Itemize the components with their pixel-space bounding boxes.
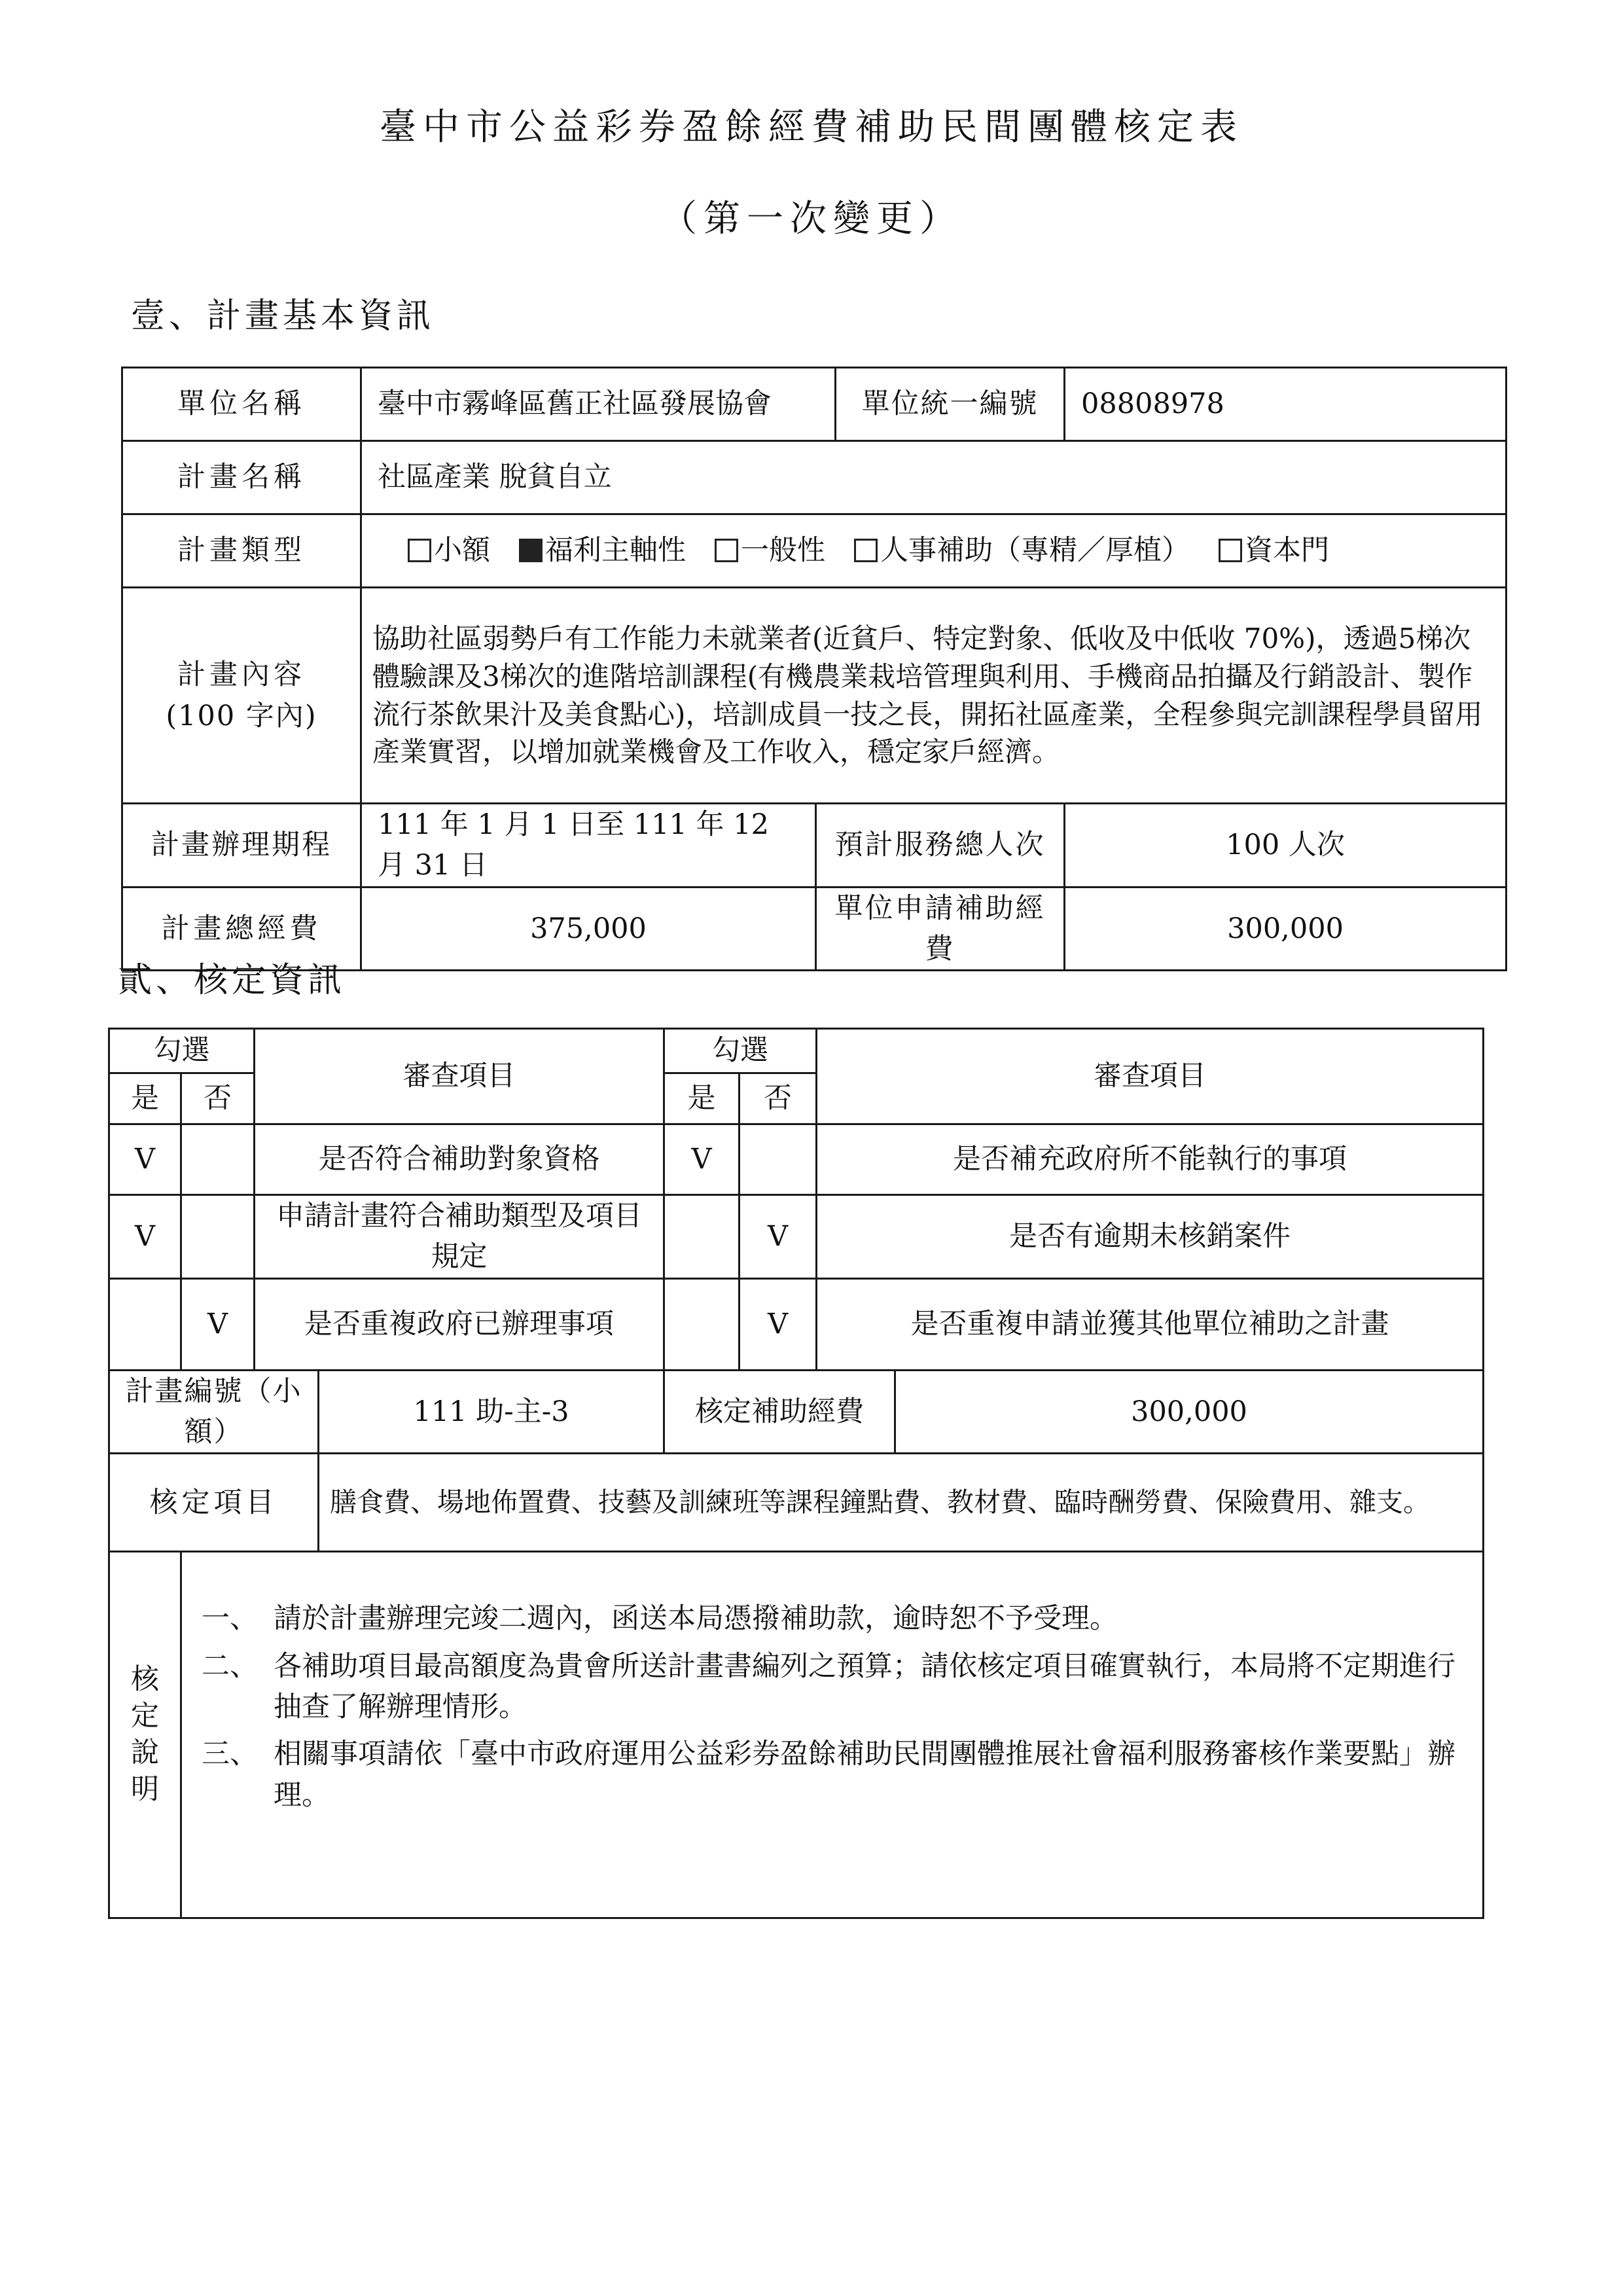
check-header-right: 勾選 [664, 1029, 817, 1073]
review-item-header-left: 審查項目 [255, 1029, 664, 1124]
approval-notes [181, 1552, 1484, 1918]
plan-period-label: 計畫辦理期程 [122, 804, 361, 888]
approval-info-table [108, 1028, 1484, 1919]
service-count-value: 100 人次 [1065, 804, 1507, 888]
plan-period-value: 111 年 1 月 1 日至 111 年 12 月 31 日 [361, 804, 816, 888]
review-mark-no: V [740, 1278, 817, 1370]
approved-items-value: 膳食費、場地佈置費、技藝及訓練班等課程鐘點費、教材費、臨時酬勞費、保險費用、雜支。 [319, 1454, 1484, 1552]
section-2-heading: 貳、核定資訊 [118, 961, 346, 1000]
review-mark-yes [109, 1278, 181, 1370]
review-item-header-right: 審查項目 [817, 1029, 1484, 1124]
review-mark-yes: V [664, 1124, 740, 1195]
plan-content-value: 協助社區弱勢戶有工作能力未就業者(近貧戶、特定對象、低收及中低收 70%)，透過5梯次體驗課及3梯次的進階培訓課程(有機農業栽培管理與利用、手機商品拍攝及行銷設計、製作流行茶飲果汁及美食點心)，培訓成員一技之長，開拓社區產業，全程參與完訓課程學員留用產業實習，以增加就業機會及工作收入，穩定家戶經濟。 [361, 588, 1507, 804]
approved-items-label: 核定項目 [109, 1454, 319, 1552]
plan-type-option-small[interactable]: 小額 [408, 534, 490, 567]
review-item: 是否重複申請並獲其他單位補助之計畫 [817, 1278, 1484, 1370]
plan-content-label: 計畫內容 (100 字內) [122, 588, 361, 804]
note-item: 二、 各補助項目最高額度為貴會所送計畫書編列之預算；請依核定項目確實執行，本局將不定期進行抽查了解辦理情形。 [202, 1649, 1455, 1724]
section-1-heading: 壹、計畫基本資訊 [131, 296, 435, 336]
review-item: 申請計畫符合補助類型及項目規定 [255, 1195, 664, 1279]
approved-subsidy-value: 300,000 [895, 1370, 1484, 1454]
review-mark-yes: V [109, 1124, 181, 1195]
plan-name-value: 社區產業 脫貧自立 [361, 441, 1507, 514]
review-mark-no: V [740, 1195, 817, 1279]
no-header-right: 否 [740, 1073, 817, 1124]
review-item: 是否補充政府所不能執行的事項 [817, 1124, 1484, 1195]
plan-type-option-personnel[interactable]: 人事補助（專精／厚植） [854, 534, 1190, 567]
basic-info-table [121, 367, 1507, 971]
approval-notes-label: 核 定 說 明 [109, 1552, 181, 1918]
unit-name-value: 臺中市霧峰區舊正社區發展協會 [361, 368, 836, 441]
review-item: 是否符合補助對象資格 [255, 1124, 664, 1195]
unit-id-value: 08808978 [1065, 368, 1507, 441]
checkbox-checked-icon [519, 539, 543, 562]
plan-type-option-general[interactable]: 一般性 [715, 534, 825, 567]
review-mark-yes: V [109, 1195, 181, 1279]
review-mark-no [181, 1195, 255, 1279]
review-mark-no: V [181, 1278, 255, 1370]
checkbox-icon [854, 539, 878, 562]
review-mark-no [740, 1124, 817, 1195]
approved-subsidy-label: 核定補助經費 [664, 1370, 895, 1454]
yes-header-left: 是 [109, 1073, 181, 1124]
note-item: 三、 相關事項請依「臺中市政府運用公益彩券盈餘補助民間團體推展社會福利服務審核作業要點」辦理。 [202, 1738, 1455, 1812]
plan-type-option-welfare[interactable]: 福利主軸性 [519, 534, 686, 567]
check-header-left: 勾選 [109, 1029, 255, 1073]
yes-header-right: 是 [664, 1073, 740, 1124]
checkbox-icon [408, 539, 431, 562]
plan-number-label: 計畫編號（小額） [109, 1370, 319, 1454]
requested-subsidy-value: 300,000 [1065, 887, 1507, 971]
checkbox-icon [1219, 539, 1242, 562]
document-subtitle: （第一次變更） [660, 198, 963, 240]
review-mark-yes [664, 1195, 740, 1279]
plan-number-value: 111 助-主-3 [319, 1370, 664, 1454]
no-header-left: 否 [181, 1073, 255, 1124]
unit-name-label: 單位名稱 [122, 368, 361, 441]
plan-type-options [361, 514, 1507, 588]
plan-type-option-capital[interactable]: 資本門 [1219, 534, 1329, 567]
review-item: 是否有逾期未核銷案件 [817, 1195, 1484, 1279]
review-mark-yes [664, 1278, 740, 1370]
review-mark-no [181, 1124, 255, 1195]
note-item: 一、 請於計畫辦理完竣二週內，函送本局憑撥補助款，逾時恕不予受理。 [202, 1602, 1118, 1636]
review-item: 是否重複政府已辦理事項 [255, 1278, 664, 1370]
plan-name-label: 計畫名稱 [122, 441, 361, 514]
service-count-label: 預計服務總人次 [816, 804, 1065, 888]
total-budget-value: 375,000 [361, 887, 816, 971]
total-budget-label: 計畫總經費 [122, 887, 361, 971]
requested-subsidy-label: 單位申請補助經費 [816, 887, 1065, 971]
unit-id-label: 單位統一編號 [836, 368, 1065, 441]
document-title: 臺中市公益彩券盈餘經費補助民間團體核定表 [380, 106, 1243, 149]
checkbox-icon [715, 539, 738, 562]
plan-type-label: 計畫類型 [122, 514, 361, 588]
